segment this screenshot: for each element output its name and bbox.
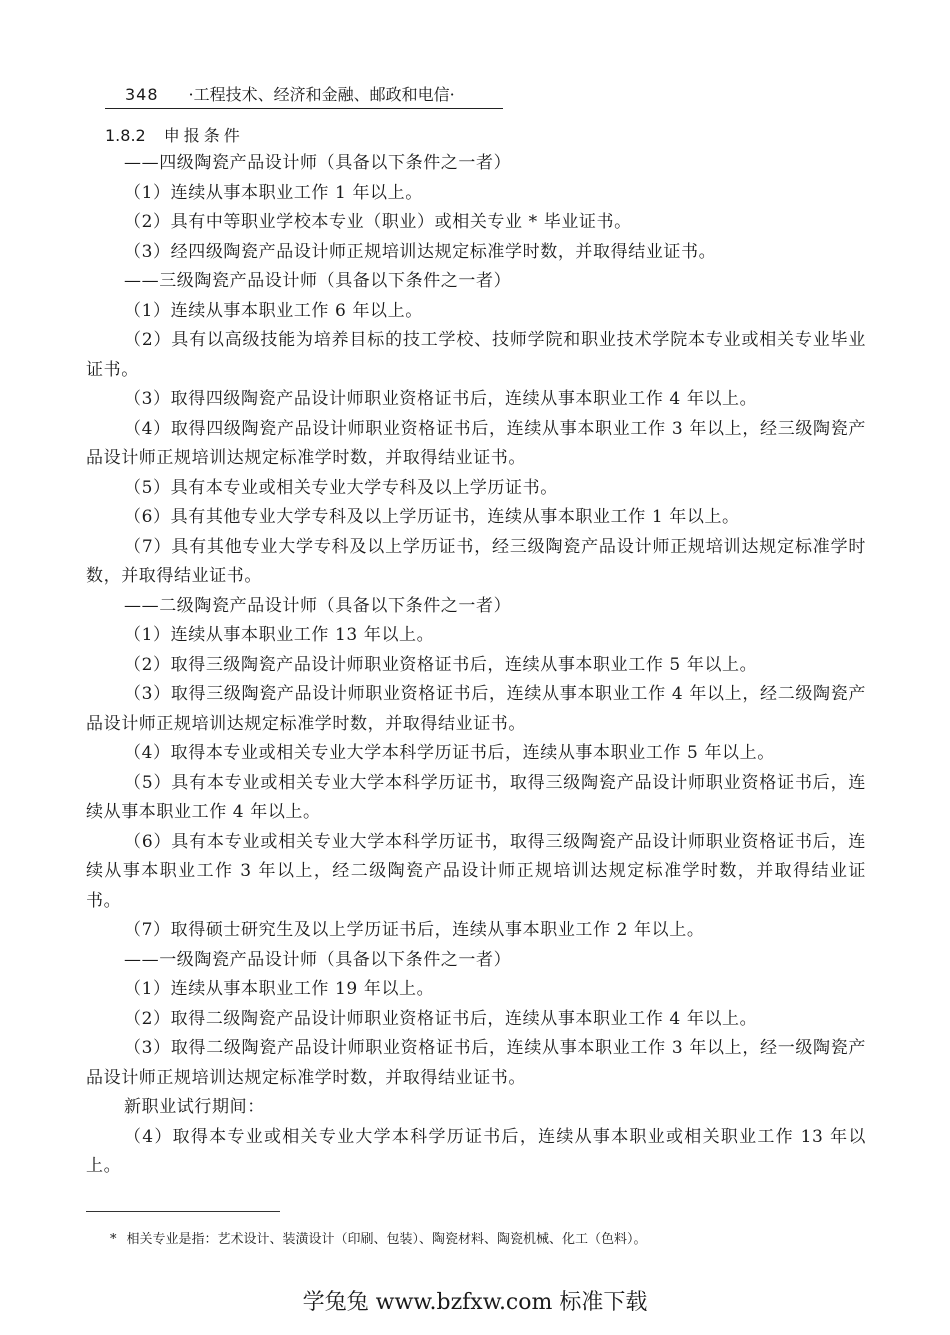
paragraph: （1）连续从事本职业工作 19 年以上。 <box>124 979 435 999</box>
paragraph: （1）连续从事本职业工作 1 年以上。 <box>124 182 423 203</box>
paragraph: ——一级陶瓷产品设计师（具备以下条件之一者） <box>124 949 512 970</box>
section-number: 1.8.2 <box>105 126 146 145</box>
paragraph: （7）取得硕士研究生及以上学历证书后，连续从事本职业工作 2 年以上。 <box>124 920 705 940</box>
paragraph: （4）取得四级陶瓷产品设计师职业资格证书后，连续从事本职业工作 3 年以上，经三级陶瓷产品设计师正规培训达规定标准学时数，并取得结业证书。 <box>86 418 866 468</box>
paragraph: （2）取得三级陶瓷产品设计师职业资格证书后，连续从事本职业工作 5 年以上。 <box>124 654 758 675</box>
body-text <box>86 149 866 1182</box>
running-header <box>105 84 503 109</box>
paragraph: （5）具有本专业或相关专业大学专科及以上学历证书。 <box>124 477 558 498</box>
paragraph: （2）取得二级陶瓷产品设计师职业资格证书后，连续从事本职业工作 4 年以上。 <box>124 1008 758 1029</box>
paragraph: 新职业试行期间： <box>124 1097 265 1117</box>
footnote-rule <box>86 1211 280 1212</box>
paragraph: （6）具有其他专业大学专科及以上学历证书，连续从事本职业工作 1 年以上。 <box>124 507 740 527</box>
paragraph: ——二级陶瓷产品设计师（具备以下条件之一者） <box>124 595 512 616</box>
paragraph: （3）取得三级陶瓷产品设计师职业资格证书后，连续从事本职业工作 4 年以上，经二级陶瓷产品设计师正规培训达规定标准学时数，并取得结业证书。 <box>86 684 866 734</box>
paragraph: ——三级陶瓷产品设计师（具备以下条件之一者） <box>124 271 512 291</box>
paragraph: （7）具有其他专业大学专科及以上学历证书，经三级陶瓷产品设计师正规培训达规定标准学时数，并取得结业证书。 <box>86 536 866 586</box>
paragraph: （5）具有本专业或相关专业大学本科学历证书，取得三级陶瓷产品设计师职业资格证书后，连续从事本职业工作 4 年以上。 <box>86 772 866 822</box>
paragraph: （3）取得二级陶瓷产品设计师职业资格证书后，连续从事本职业工作 3 年以上，经一级陶瓷产品设计师正规培训达规定标准学时数，并取得结业证书。 <box>86 1038 866 1088</box>
paragraph: （1）连续从事本职业工作 13 年以上。 <box>124 625 435 645</box>
paragraph: （4）取得本专业或相关专业大学本科学历证书后，连续从事本职业或相关职业工作 13 年以上。 <box>86 1126 866 1176</box>
running-title: ·工程技术、经济和金融、邮政和电信· <box>188 85 455 104</box>
page-number: 348 <box>125 85 159 104</box>
paragraph: （3）经四级陶瓷产品设计师正规培训达规定标准学时数，并取得结业证书。 <box>124 241 717 262</box>
paragraph: （6）具有本专业或相关专业大学本科学历证书，取得三级陶瓷产品设计师职业资格证书后，连续从事本职业工作 3 年以上，经二级陶瓷产品设计师正规培训达规定标准学时数，并取得结业证书。 <box>86 831 866 911</box>
footnote-mark: * <box>110 1232 117 1247</box>
paragraph: ——四级陶瓷产品设计师（具备以下条件之一者） <box>124 153 512 173</box>
footnote <box>110 1230 647 1250</box>
paragraph: （2）具有以高级技能为培养目标的技工学校、技师学院和职业技术学院本专业或相关专业毕业证书。 <box>86 330 866 380</box>
paragraph: （1）连续从事本职业工作 6 年以上。 <box>124 300 423 321</box>
paragraph: （3）取得四级陶瓷产品设计师职业资格证书后，连续从事本职业工作 4 年以上。 <box>124 389 758 409</box>
section-heading <box>105 124 244 148</box>
watermark-text: 学兔兔 www.bzfxw.com 标准下载 <box>302 1290 648 1315</box>
paragraph: （4）取得本专业或相关专业大学本科学历证书后，连续从事本职业工作 5 年以上。 <box>124 743 775 763</box>
paragraph: （2）具有中等职业学校本专业（职业）或相关专业 * 毕业证书。 <box>124 212 632 232</box>
section-title: 申报条件 <box>163 126 244 145</box>
footnote-text: 相关专业是指：艺术设计、装潢设计（印刷、包装）、陶瓷材料、陶瓷机械、化工（色料）。 <box>126 1232 647 1247</box>
